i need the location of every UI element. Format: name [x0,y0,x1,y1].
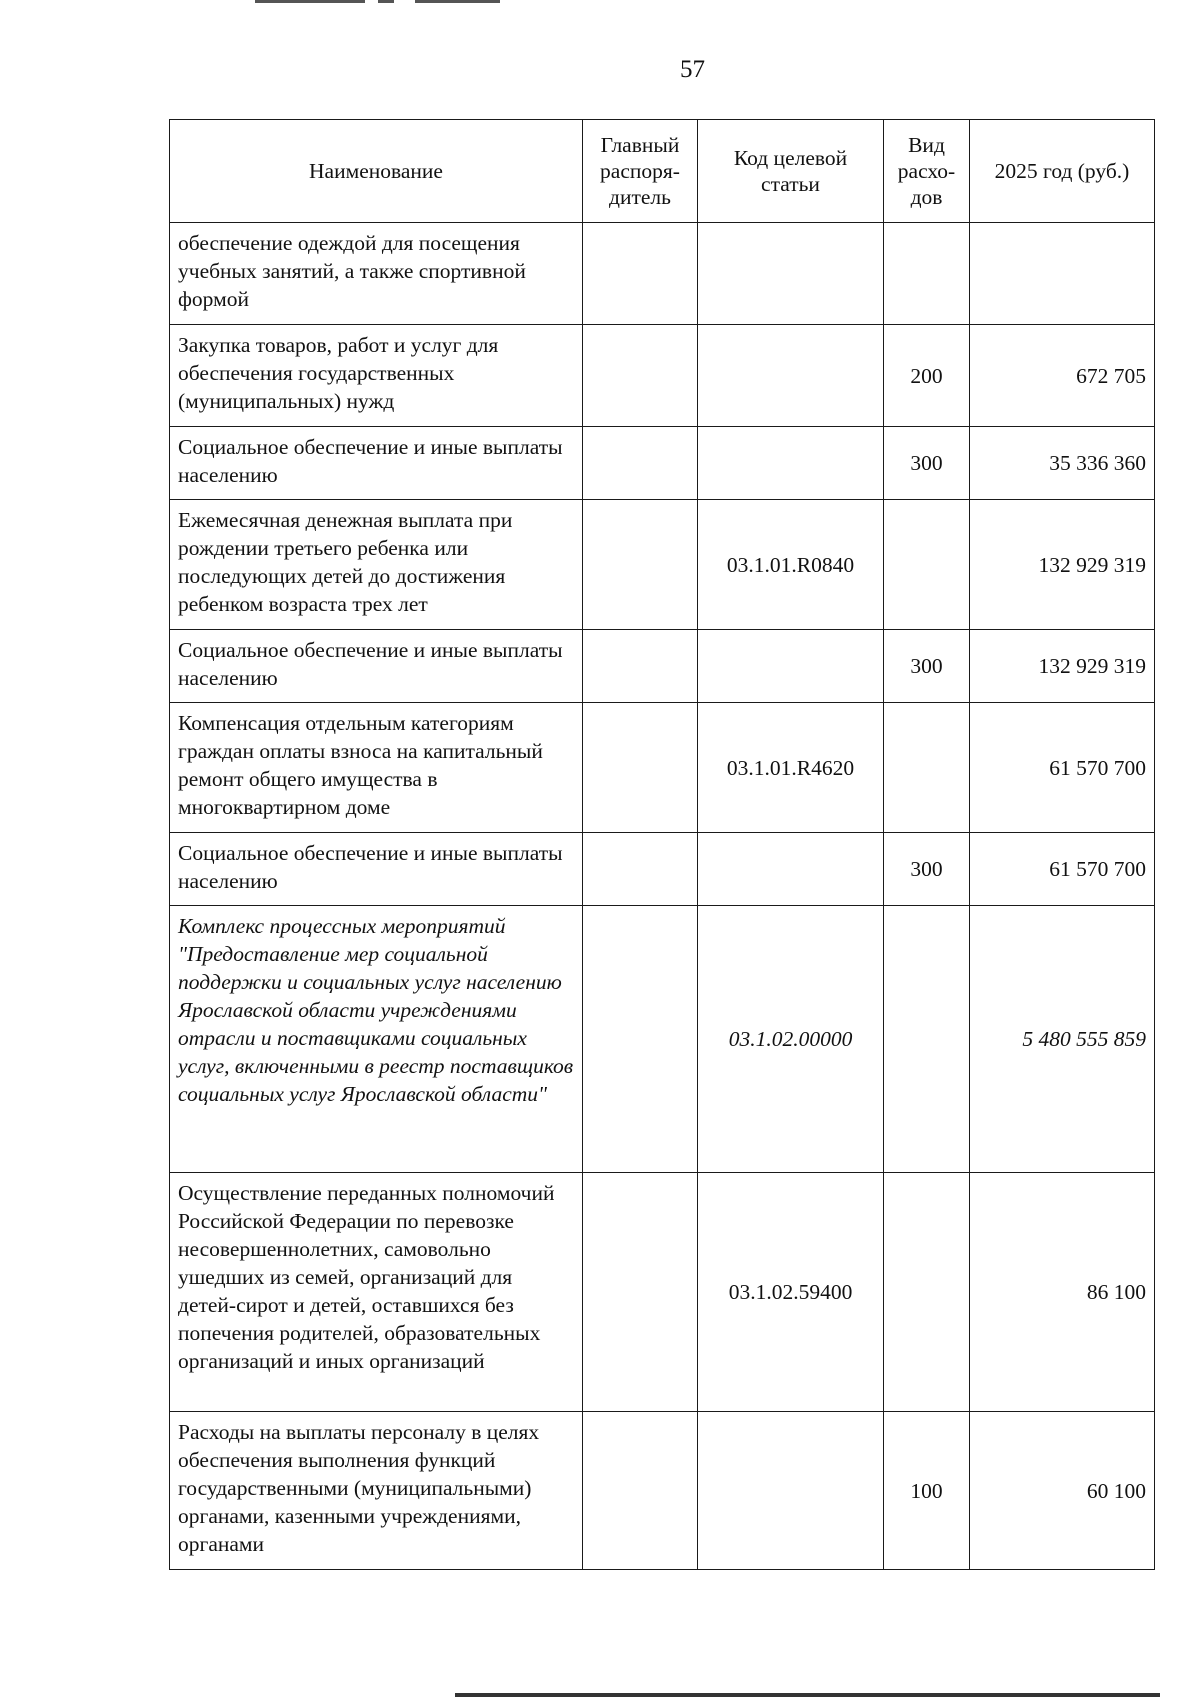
scan-artifact-bottom [455,1693,1160,1697]
row-kind: 100 [884,1412,970,1570]
row-kind [884,703,970,833]
row-amount: 61 570 700 [970,703,1155,833]
table-row [170,906,1155,1173]
row-code [698,833,884,906]
row-amount: 132 929 319 [970,500,1155,630]
row-code [698,1412,884,1570]
row-name: Расходы на выплаты персоналу в целях обеспечения выполнения функций государственными (муниципальными) органами, казенными учреждениями, органами [170,1412,583,1570]
row-amount [970,223,1155,325]
row-name: Осуществление переданных полномочий Российской Федерации по перевозке несовершеннолетних, самовольно ушедших из семей, организаций для детей-сирот и детей, оставшихся без попечения родителей, образовательных организаций и иных организаций [170,1173,583,1412]
row-code [698,325,884,427]
row-manager [583,1173,698,1412]
row-manager [583,703,698,833]
row-code: 03.1.02.59400 [698,1173,884,1412]
row-manager [583,223,698,325]
row-amount: 60 100 [970,1412,1155,1570]
budget-table [169,119,1155,1570]
row-kind: 300 [884,833,970,906]
scan-artifact-top [378,0,394,3]
scan-artifact-top [415,0,500,3]
table-row [170,833,1155,906]
row-code: 03.1.01.R4620 [698,703,884,833]
row-code [698,223,884,325]
row-amount: 35 336 360 [970,427,1155,500]
row-amount: 61 570 700 [970,833,1155,906]
row-amount: 86 100 [970,1173,1155,1412]
table-row [170,427,1155,500]
table-row [170,703,1155,833]
header-expense-type: Вид расхо-дов [884,120,970,223]
row-manager [583,906,698,1173]
row-code: 03.1.01.R0840 [698,500,884,630]
table-row [170,630,1155,703]
row-manager [583,630,698,703]
row-name: обеспечение одеждой для посещения учебных занятий, а также спортивной формой [170,223,583,325]
header-year-2025: 2025 год (руб.) [970,120,1155,223]
row-manager [583,833,698,906]
scan-artifact-top [255,0,365,3]
row-kind [884,223,970,325]
row-code: 03.1.02.00000 [698,906,884,1173]
row-name: Ежемесячная денежная выплата при рождении третьего ребенка или последующих детей до достижения ребенком возраста трех лет [170,500,583,630]
row-manager [583,325,698,427]
row-manager [583,1412,698,1570]
row-amount: 672 705 [970,325,1155,427]
table-header-row [170,120,1155,223]
row-kind [884,500,970,630]
page-number: 57 [680,56,705,83]
row-name: Социальное обеспечение и иные выплаты населению [170,833,583,906]
row-kind [884,906,970,1173]
budget-table-container [169,119,1154,1570]
row-name: Закупка товаров, работ и услуг для обеспечения государственных (муниципальных) нужд [170,325,583,427]
row-name: Компенсация отдельным категориям граждан оплаты взноса на капитальный ремонт общего имущества в многоквартирном доме [170,703,583,833]
row-code [698,630,884,703]
table-row [170,1173,1155,1412]
row-amount: 132 929 319 [970,630,1155,703]
row-kind: 200 [884,325,970,427]
row-amount: 5 480 555 859 [970,906,1155,1173]
row-name: Комплекс процессных мероприятий "Предоставление мер социальной поддержки и социальных услуг населению Ярославской области учреждениями отрасли и поставщиками социальных услуг, включенными в реестр поставщиков социальных услуг Ярославской области" [170,906,583,1173]
header-target-code: Код целевой статьи [698,120,884,223]
row-kind: 300 [884,427,970,500]
row-manager [583,427,698,500]
row-kind [884,1173,970,1412]
row-kind: 300 [884,630,970,703]
row-code [698,427,884,500]
header-name: Наименование [170,120,583,223]
header-main-manager: Главный распоря-дитель [583,120,698,223]
row-name: Социальное обеспечение и иные выплаты населению [170,630,583,703]
table-row [170,500,1155,630]
row-manager [583,500,698,630]
table-row [170,325,1155,427]
table-row [170,1412,1155,1570]
row-name: Социальное обеспечение и иные выплаты населению [170,427,583,500]
table-row [170,223,1155,325]
